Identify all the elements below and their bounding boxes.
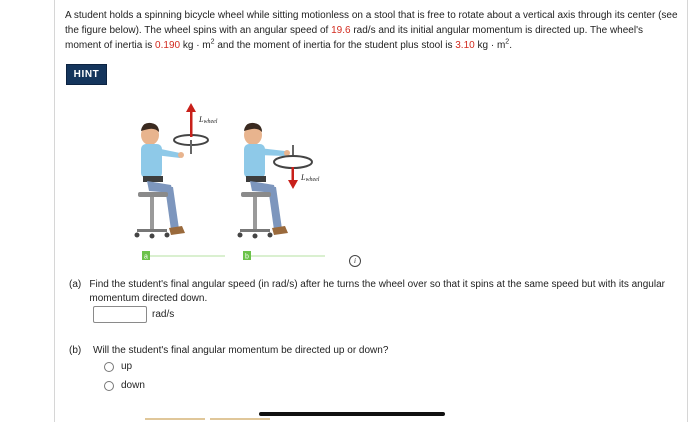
figure-student-wheel xyxy=(125,95,365,265)
left-frame-border xyxy=(54,0,55,422)
answer-a-unit: rad/s xyxy=(152,309,175,320)
option-down-label: down xyxy=(121,380,145,391)
student-figure-b xyxy=(238,123,291,239)
question-b xyxy=(69,344,388,358)
radio-up[interactable] xyxy=(104,362,114,372)
option-up-label: up xyxy=(121,361,133,372)
answer-a-input[interactable] xyxy=(93,306,147,323)
problem-statement: A student holds a spinning bicycle wheel while sitting motionless on a stool that is free to rotate about a vertical axis through its center (see the figure below). The wheel spins with an angular speed of 19.6 rad/s and its initial angular momentum is directed up. The wheel's moment of inertia is 0.190 kg · $m^2$ and the moment of inertia for the student plus stool is 3.10 kg · $m^2$. xyxy=(65,10,678,51)
student-inertia-value: 3.10 xyxy=(455,40,475,51)
scroll-indicator[interactable] xyxy=(259,412,445,416)
svg-text:Lwheel: Lwheel xyxy=(301,173,320,183)
question-b-text: Will the student's final angular momentum be directed up or down? xyxy=(93,345,389,356)
panel-a-label: a xyxy=(144,253,148,261)
radio-down[interactable] xyxy=(104,381,114,391)
info-icon[interactable]: i xyxy=(349,255,361,267)
svg-text:Lwheel: Lwheel xyxy=(199,115,218,125)
wheel-inertia-value: 0.190 xyxy=(155,40,181,51)
decorative-divider-right xyxy=(210,418,270,420)
angular-speed-value: 19.6 xyxy=(331,25,351,36)
panel-b-label: b xyxy=(245,253,249,261)
question-a xyxy=(69,278,681,306)
hint-button[interactable]: HINT xyxy=(66,64,107,85)
right-frame-border xyxy=(687,0,688,422)
question-a-text: Find the student's final angular speed (in rad/s) after he turns the wheel over so that it spins at the same speed but with its angular momentum directed down. xyxy=(89,279,665,304)
option-up[interactable] xyxy=(104,361,132,372)
question-b-label: (b) xyxy=(69,345,82,356)
question-a-label: (a) xyxy=(69,279,82,290)
option-down[interactable] xyxy=(104,380,145,391)
decorative-divider-left xyxy=(145,418,205,420)
